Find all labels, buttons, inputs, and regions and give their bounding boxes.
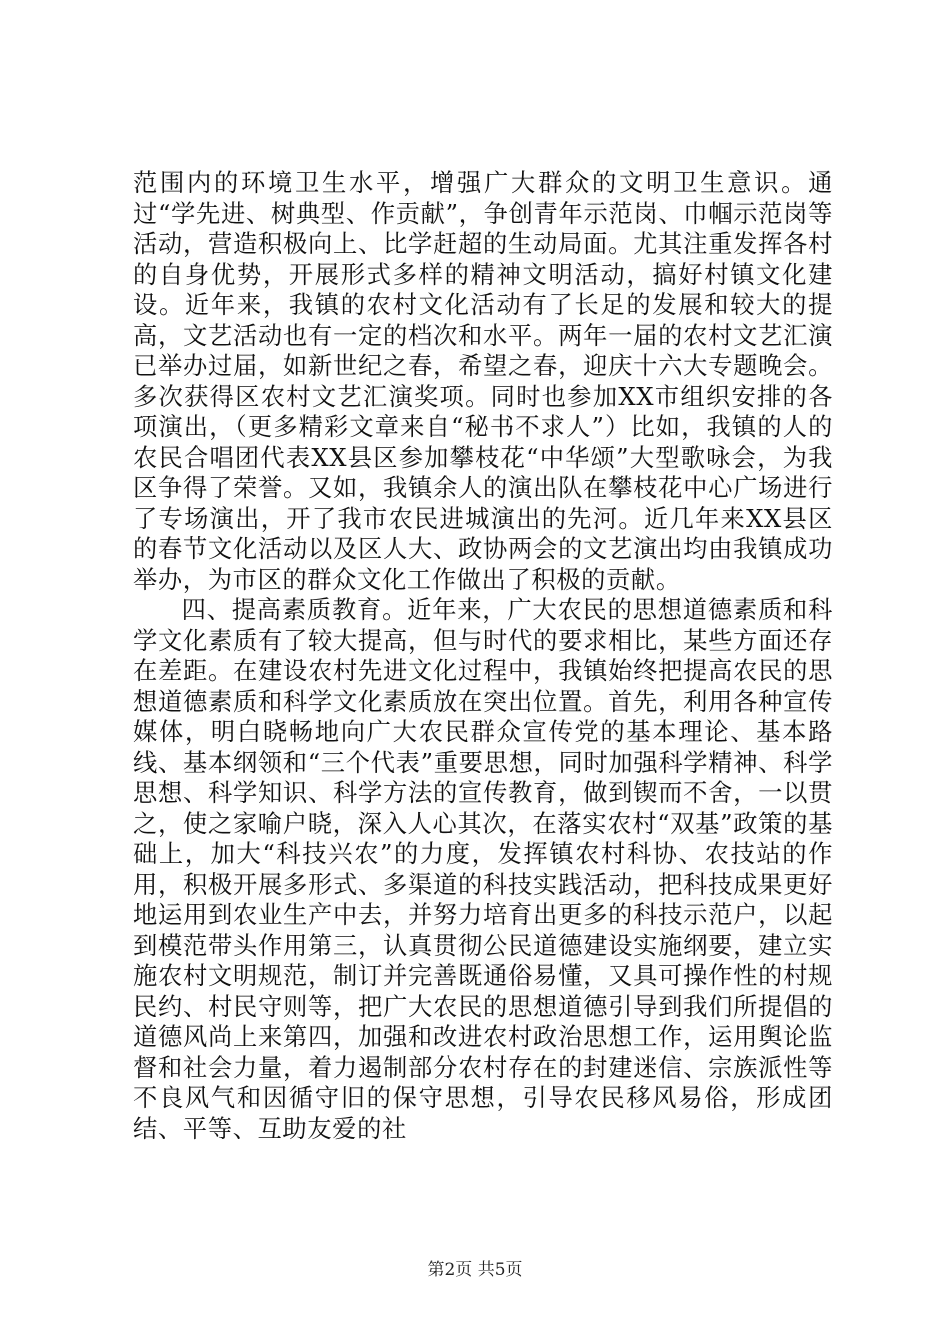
document-body xyxy=(133,168,833,1144)
page-number-footer: 第2页 共5页 xyxy=(427,1260,523,1280)
paragraph-section-four: 四、提高素质教育。近年来，广大农民的思想道德素质和科学文化素质有了较大提高，但与时代的要求相比，某些方面还存在差距。在建设农村先进文化过程中，我镇始终把提高农民的思想道德素质和科学文化素质放在突出位置。首先，利用各种宣传媒体，明白晓畅地向广大农民群众宣传党的基本理论、基本路线、基本纲领和“三个代表”重要思想，同时加强科学精神、科学思想、科学知识、科学方法的宣传教育，做到锲而不舍，一以贯之，使之家喻户晓，深入人心其次，在落实农村“双基”政策的基础上，加大“科技兴农”的力度，发挥镇农村科协、农技站的作用，积极开展多形式、多渠道的科技实践活动，把科技成果更好地运用到农业生产中去，并努力培育出更多的科技示范户，以起到模范带头作用第三，认真贯彻公民道德建设实施纲要，建立实施农村文明规范，制订并完善既通俗易懂，又具可操作性的村规民约、村民守则等，把广大农民的思想道德引导到我们所提倡的道德风尚上来第四，加强和改进农村政治思想工作，运用舆论监督和社会力量，着力遏制部分农村存在的封建迷信、宗族派性等不良风气和因循守旧的保守思想，引导农民移风易俗，形成团结、平等、互助友爱的社 xyxy=(133,595,833,1143)
paragraph-continuation: 范围内的环境卫生水平，增强广大群众的文明卫生意识。通过“学先进、树典型、作贡献”，争创青年示范岗、巾帼示范岗等活动，营造积极向上、比学赶超的生动局面。尤其注重发挥各村的自身优势，开展形式多样的精神文明活动，搞好村镇文化建设。近年来，我镇的农村文化活动有了长足的发展和较大的提高，文艺活动也有一定的档次和水平。两年一届的农村文艺汇演已举办过届，如新世纪之春，希望之春，迎庆十六大专题晚会。多次获得区农村文艺汇演奖项。同时也参加XX市组织安排的各项演出，（更多精彩文章来自“秘书不求人”）比如，我镇的人的农民合唱团代表XX县区参加攀枝花“中华颂”大型歌咏会，为我区争得了荣誉。又如，我镇余人的演出队在攀枝花中心广场进行了专场演出，开了我市农民进城演出的先河。近几年来XX县区的春节文化活动以及区人大、政协两会的文艺演出均由我镇成功举办，为市区的群众文化工作做出了积极的贡献。 xyxy=(133,168,833,594)
